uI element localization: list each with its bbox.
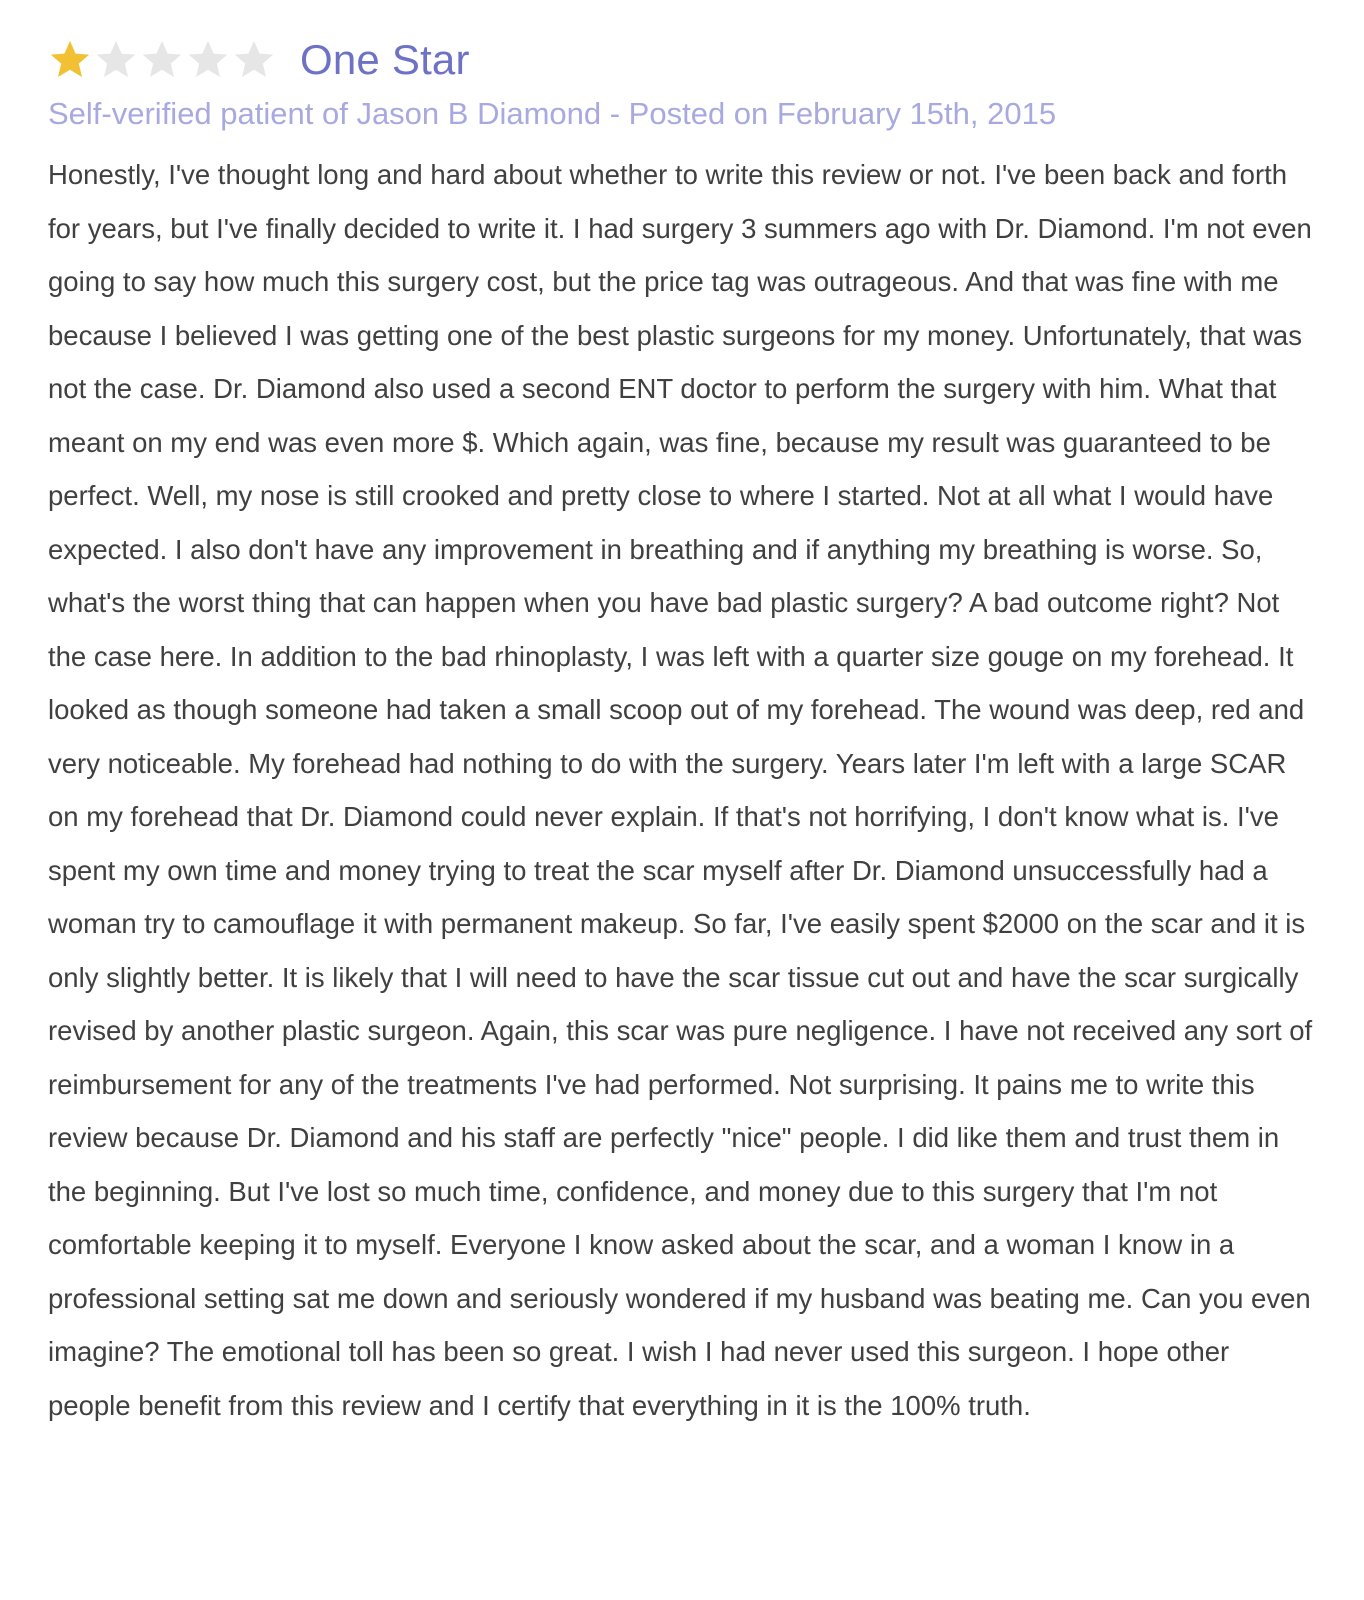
rating-row xyxy=(48,30,1316,90)
rating-label: One Star xyxy=(300,36,470,83)
star-rating xyxy=(48,38,278,82)
star-icon-4 xyxy=(186,38,230,82)
star-icon-2 xyxy=(94,38,138,82)
review-body: Honestly, I've thought long and hard about whether to write this review or not. I've been back and forth for years, but I've finally decided to write it. I had surgery 3 summers ago with Dr. Diamond. I'm not even going to say how much this surgery cost, but the price tag was outrageous. And that was fine with me because I believed I was getting one of the best plastic surgeons for my money. Unfortunately, that was not the case. Dr. Diamond also used a second ENT doctor to perform the surgery with him. What that meant on my end was even more $. Which again, was fine, because my result was guaranteed to be perfect. Well, my nose is still crooked and pretty close to where I started. Not at all what I would have expected. I also don't have any improvement in breathing and if anything my breathing is worse. So, what's the worst thing that can happen when you have bad plastic surgery? A bad outcome right? Not the case here. In addition to the bad rhinoplasty, I was left with a quarter size gouge on my forehead. It looked as though someone had taken a small scoop out of my forehead. The wound was deep, red and very noticeable. My forehead had nothing to do with the surgery. Years later I'm left with a large SCAR on my forehead that Dr. Diamond could never explain. If that's not horrifying, I don't know what is. I've spent my own time and money trying to treat the scar myself after Dr. Diamond unsuccessfully had a woman try to camouflage it with permanent makeup. So far, I've easily spent $2000 on the scar and it is only slightly better. It is likely that I will need to have the scar tissue cut out and have the scar surgically revised by another plastic surgeon. Again, this scar was pure negligence. I have not received any sort of reimbursement for any of the treatments I've had performed. Not surprising. It pains me to write this review because Dr. Diamond and his staff are perfectly "nice" people. I did like them and trust them in the beginning. But I've lost so much time, confidence, and money due to this surgery that I'm not comfortable keeping it to myself. Everyone I know asked about the scar, and a woman I know in a professional setting sat me down and seriously wondered if my husband was beating me. Can you even imagine? The emotional toll has been so great. I wish I had never used this surgeon. I hope other people benefit from this review and I certify that everything in it is the 100% truth. xyxy=(48,159,1313,1421)
star-icon-3 xyxy=(140,38,184,82)
review-meta: Self-verified patient of Jason B Diamond - Posted on February 15th, 2015 xyxy=(48,96,1057,131)
star-icon-5 xyxy=(232,38,276,82)
star-icon-1 xyxy=(48,38,92,82)
